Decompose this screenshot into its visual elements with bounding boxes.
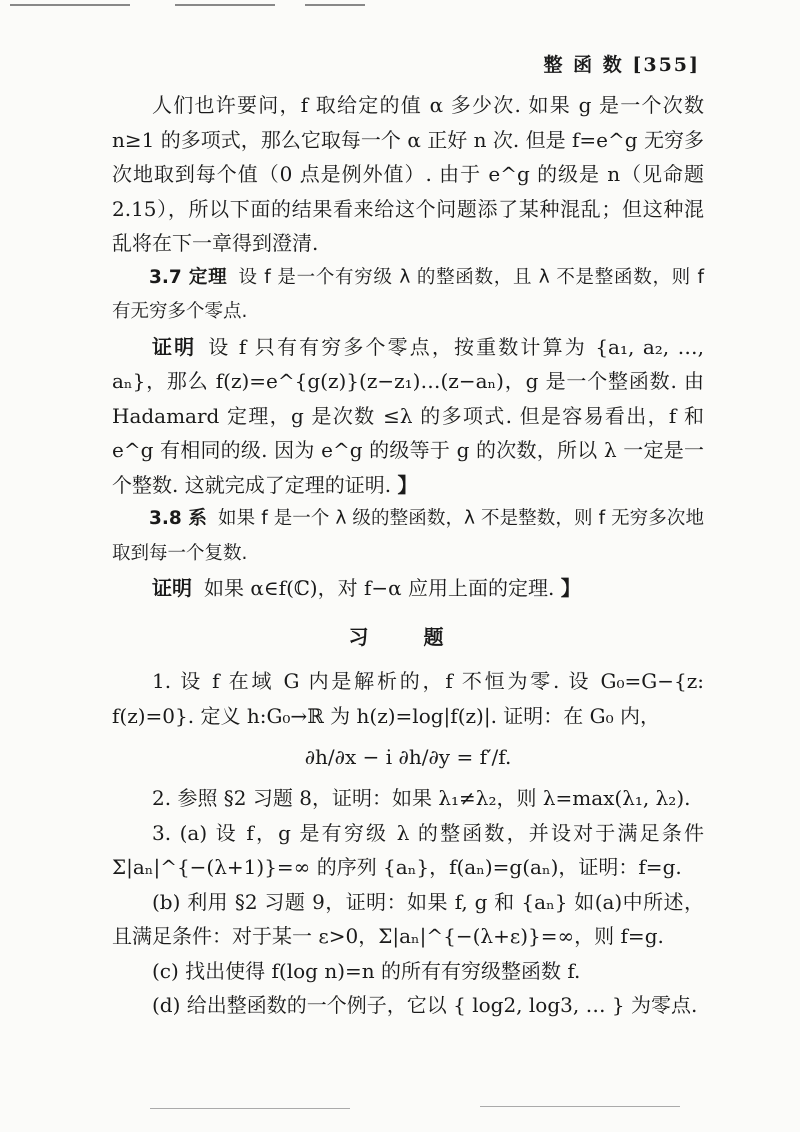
exercise-3a: 3. (a) 设 f，g 是有穷级 λ 的整函数，并设对于满足条件 Σ|aₙ|^{−(λ+1)}=∞ 的序列 {aₙ}，f(aₙ)=g(aₙ)，证明：f=g. [112, 820, 704, 879]
end-of-proof-mark: 】 [397, 472, 418, 497]
theorem-3-7 [112, 261, 704, 330]
running-title: 整 函 数 [543, 54, 624, 76]
corollary-3-8 [112, 502, 704, 571]
proof-text: 设 f 只有有穷多个零点，按重数计算为 {a₁, a₂, …, aₙ}，那么 f(z)=e^{g(z)}(z−z₁)…(z−aₙ)，g 是一个整函数. 由 Hadamard 定理，g 是次数 ≤λ 的多项式. 但是容易看出，f 和 e^g 有相同的级. 因为 e^g 的级等于 g 的次数，所以 λ 一定是一个整数. 这就完成了定理的证明. [112, 334, 705, 497]
exercise-3d: (d) 给出整函数的一个例子，它以 { log2, log3, … } 为零点. [152, 993, 698, 1017]
page-number: [355] [632, 54, 700, 76]
theorem-text: 设 f 是一个有穷级 λ 的整函数，且 λ 不是整函数，则 f 有无穷多个零点. [112, 266, 704, 322]
exercise-2: 2. 参照 §2 习题 8，证明：如果 λ₁≠λ₂，则 λ=max(λ₁, λ₂). [152, 786, 691, 810]
proof-2 [112, 571, 704, 606]
exercises-heading: 习 题 [348, 624, 468, 649]
bottom-scan-mark-2 [480, 1106, 680, 1107]
proof-1 [112, 330, 704, 503]
bottom-scan-mark-1 [150, 1108, 350, 1109]
proof-label: 证明 [152, 576, 192, 600]
exercise-3b: (b) 利用 §2 习题 9，证明：如果 f, g 和 {aₙ} 如(a)中所述，且满足条件：对于某一 ε>0，Σ|aₙ|^{−(λ+ε)}=∞，则 f=g. [112, 889, 704, 948]
top-rule-3 [305, 4, 365, 6]
end-of-proof-mark: 】 [560, 576, 581, 600]
proof-text: 如果 α∈f(ℂ)，对 f−α 应用上面的定理. [204, 576, 555, 600]
top-rule-1 [10, 4, 130, 6]
corollary-text: 如果 f 是一个 λ 级的整函数，λ 不是整数，则 f 无穷多次地取到每一个复数. [112, 508, 704, 564]
exercise-3c: (c) 找出使得 f(log n)=n 的所有有穷级整函数 f. [152, 958, 581, 983]
exercise-1: 1. 设 f 在域 G 内是解析的，f 不恒为零. 设 G₀=G−{z: f(z)=0}. 定义 h:G₀→ℝ 为 h(z)=log|f(z)|. 证明：在 G₀ 内， [112, 669, 704, 728]
exercise-1-equation: ∂h/∂x − i ∂h/∂y = f′/f. [304, 745, 512, 769]
page-body [112, 88, 704, 1023]
theorem-label: 3.7 定理 [149, 266, 228, 288]
proof-label: 证明 [152, 334, 197, 359]
corollary-label: 3.8 系 [149, 508, 207, 529]
top-rule-2 [175, 4, 275, 6]
page-header [544, 50, 701, 77]
intro-paragraph: 人们也许要问，f 取给定的值 α 多少次. 如果 g 是一个次数 n≥1 的多项式，那么它取每一个 α 正好 n 次. 但是 f=e^g 无穷多次地取到每个值（0 点是例外值）. 由于 e^g 的级是 n（见命题 2.15），所以下面的结果看来给这个问题添了某种混乱；但这种混乱将在下一章得到澄清. [112, 93, 704, 255]
